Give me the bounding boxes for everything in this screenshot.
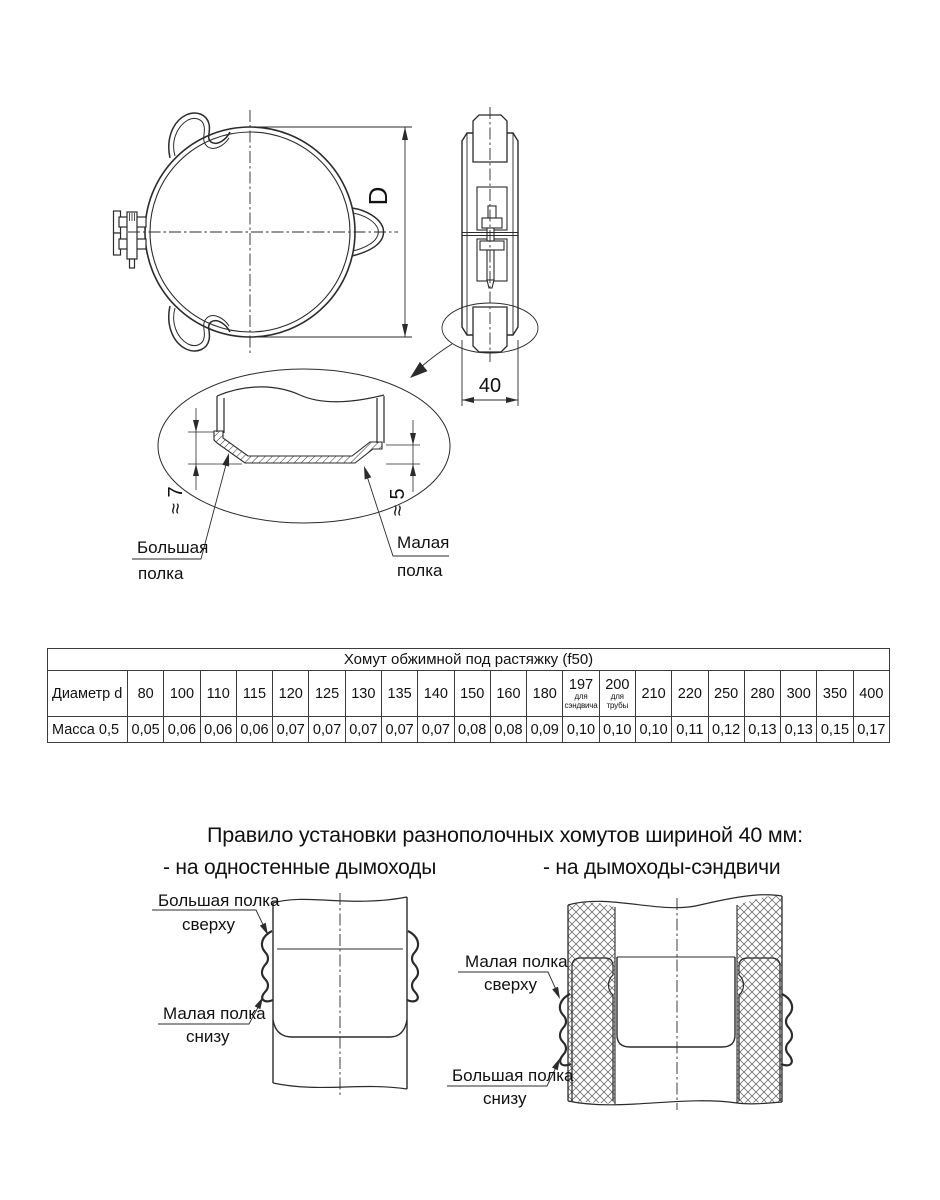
table-title: Хомут обжимной под растяжку (f50) [48, 649, 890, 671]
svg-text:снизу: снизу [186, 1027, 230, 1046]
svg-text:полка: полка [397, 561, 443, 580]
diameter-cell: 280 [744, 671, 780, 717]
rules-subtitle-sandwich: - на дымоходы-сэндвичи [543, 856, 781, 879]
svg-text:снизу: снизу [483, 1089, 527, 1108]
diameter-cell: 140 [418, 671, 454, 717]
diameter-cell: 150 [454, 671, 490, 717]
mass-cell: 0,05 [128, 717, 164, 743]
dim-40-label: 40 [478, 375, 502, 397]
mass-cell: 0,17 [853, 717, 889, 743]
svg-text:Малая полка: Малая полка [465, 952, 568, 971]
mass-cell: 0,15 [817, 717, 853, 743]
mass-cell: 0,07 [418, 717, 454, 743]
dim-D-label: D [363, 186, 393, 206]
mass-header: Масса 0,5 [48, 717, 128, 743]
diameter-cell: 400 [853, 671, 889, 717]
diameter-header: Диаметр d [48, 671, 128, 717]
mass-cell: 0,07 [345, 717, 381, 743]
small-flange-label [364, 466, 449, 580]
diameter-cell: 180 [527, 671, 563, 717]
svg-text:Большая полка: Большая полка [452, 1066, 574, 1085]
svg-text:сверху: сверху [484, 975, 538, 994]
mass-cell: 0,08 [454, 717, 490, 743]
clamp-front-view [114, 110, 413, 354]
svg-text:Малая: Малая [397, 533, 450, 552]
diameter-cell: 250 [708, 671, 744, 717]
spec-table [47, 648, 890, 743]
single-wall-diagram [152, 891, 418, 1097]
mass-cell: 0,07 [273, 717, 309, 743]
single-wall-top-label [152, 891, 280, 935]
bolt-assembly [114, 211, 147, 268]
sandwich-bottom-label [447, 1058, 574, 1108]
single-wall-bottom-label [158, 997, 266, 1046]
svg-text:полка: полка [138, 564, 184, 583]
insulation-left [568, 902, 615, 1104]
svg-text:Большая: Большая [137, 538, 209, 557]
diameter-cell: 160 [490, 671, 526, 717]
mass-cell: 0,06 [236, 717, 272, 743]
dim-approx-7-label: ≈ 7 [165, 486, 187, 514]
mass-cell: 0,11 [672, 717, 708, 743]
diameter-cell: 125 [309, 671, 345, 717]
diameter-cell: 197 для сэндвича [563, 671, 599, 717]
diameter-cell: 100 [164, 671, 200, 717]
diameter-cell: 220 [672, 671, 708, 717]
mass-cell: 0,12 [708, 717, 744, 743]
big-flange-label [132, 453, 229, 583]
dim-approx-5-label: ≈ 5 [387, 488, 409, 516]
flange-profile-section [214, 431, 382, 463]
diameter-row [48, 671, 890, 717]
svg-text:сверху: сверху [182, 915, 236, 934]
mass-cell: 0,08 [490, 717, 526, 743]
detail-leader [421, 344, 452, 367]
diameter-cell: 130 [345, 671, 381, 717]
mass-cell: 0,09 [527, 717, 563, 743]
rules-subtitle-single-wall: - на одностенные дымоходы [163, 856, 437, 879]
svg-text:Большая полка: Большая полка [158, 891, 280, 910]
diameter-cell: 110 [200, 671, 236, 717]
flange-detail-view [132, 369, 450, 583]
diameter-cell: 135 [381, 671, 417, 717]
diameter-cell: 300 [781, 671, 817, 717]
mass-cell: 0,10 [635, 717, 671, 743]
sandwich-top-label [458, 952, 568, 999]
sandwich-clamp-right [781, 994, 792, 1065]
table-title-row [48, 649, 890, 671]
mass-cell: 0,10 [563, 717, 599, 743]
dimension-approx-5 [386, 420, 420, 492]
mass-cell: 0,07 [381, 717, 417, 743]
clamp-side-view [410, 107, 538, 406]
mass-cell: 0,06 [200, 717, 236, 743]
mass-cell: 0,13 [781, 717, 817, 743]
installation-diagrams [0, 880, 940, 1200]
sandwich-diagram [447, 895, 792, 1110]
insulation-right [737, 896, 782, 1103]
rules-title: Правило установки разнополочных хомутов шириной 40 мм: [207, 823, 803, 847]
mass-cell: 0,06 [164, 717, 200, 743]
diameter-cell: 200 для трубы [599, 671, 635, 717]
diameter-cell: 80 [128, 671, 164, 717]
diameter-cell: 210 [635, 671, 671, 717]
clamp-band-right [407, 931, 418, 1001]
diameter-cell: 115 [236, 671, 272, 717]
diameter-cell: 120 [273, 671, 309, 717]
clamp-band-left [262, 931, 273, 1001]
side-bolt [477, 206, 507, 288]
svg-text:Малая полка: Малая полка [163, 1004, 266, 1023]
mass-cell: 0,13 [744, 717, 780, 743]
mass-row [48, 717, 890, 743]
mass-cell: 0,10 [599, 717, 635, 743]
mass-cell: 0,07 [309, 717, 345, 743]
diameter-cell: 350 [817, 671, 853, 717]
